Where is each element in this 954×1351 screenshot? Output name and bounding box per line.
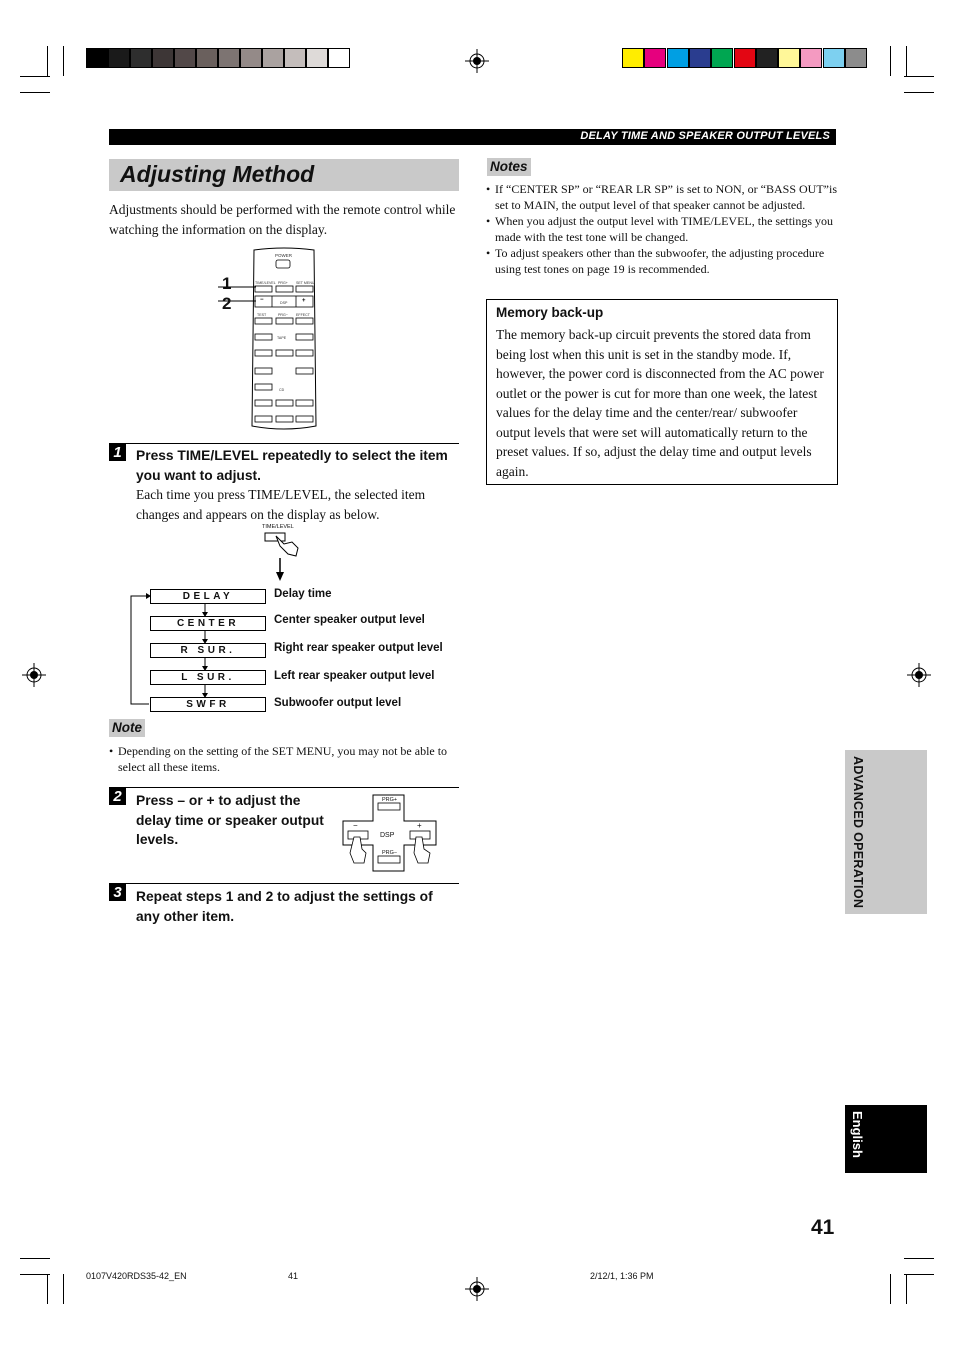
color-swatch <box>734 48 756 68</box>
notes-list <box>486 181 838 277</box>
pad-minus-label: − <box>353 821 358 830</box>
color-swatch <box>644 48 666 68</box>
label-center: Center speaker output level <box>274 614 425 626</box>
step-1-rule <box>109 443 459 444</box>
registration-mark-right <box>907 663 931 687</box>
step-2-rule <box>109 787 459 788</box>
page-title: Adjusting Method <box>120 161 315 187</box>
time-level-label: TIME/LEVEL <box>262 524 294 530</box>
section-header-text: DELAY TIME AND SPEAKER OUTPUT LEVELS <box>580 130 830 142</box>
gray-swatch <box>152 48 174 68</box>
gray-swatch <box>218 48 240 68</box>
svg-text:PRG−: PRG− <box>278 313 288 317</box>
note-heading: Note <box>109 719 145 737</box>
gray-swatch <box>196 48 218 68</box>
display-delay: DELAY <box>150 589 266 604</box>
page-title-box <box>109 159 459 191</box>
registration-mark-top <box>465 49 489 73</box>
footer-left: 0107V420RDS35-42_EN <box>86 1271 187 1281</box>
section-header-bar <box>109 129 836 145</box>
color-swatch <box>689 48 711 68</box>
callout-1: 1 <box>222 274 232 293</box>
registration-mark-bottom <box>465 1277 489 1301</box>
display-l-sur: L SUR. <box>150 670 266 685</box>
pad-prg-up-label: PRG+ <box>382 797 398 803</box>
display-swfr: SWFR <box>150 697 266 712</box>
gray-swatch <box>328 48 350 68</box>
svg-text:TIME/LEVEL: TIME/LEVEL <box>255 281 276 285</box>
gray-swatch <box>174 48 196 68</box>
label-r-sur: Right rear speaker output level <box>274 642 443 654</box>
note-item: • Depending on the setting of the SET MENU, you may not be able to select all these items. <box>109 743 461 775</box>
svg-text:SET MENU: SET MENU <box>296 281 315 285</box>
svg-text:TEST: TEST <box>257 313 267 317</box>
footer-right: 2/12/1, 1:36 PM <box>590 1271 654 1281</box>
label-l-sur: Left rear speaker output level <box>274 670 435 682</box>
gray-swatch <box>262 48 284 68</box>
pad-plus-label: + <box>417 821 422 830</box>
callout-2: 2 <box>222 294 232 313</box>
notes-item-3: • To adjust speakers other than the subwoofer, the adjusting procedure using test tones on page 19 is recommended. <box>486 245 838 277</box>
notes-item-2: • When you adjust the output level with TIME/LEVEL, the settings you made with the test tone will be changed. <box>486 213 838 245</box>
color-swatch <box>711 48 733 68</box>
step-2-title: Press – or + to adjust the delay time or speaker output levels. <box>136 793 324 847</box>
color-swatch <box>823 48 845 68</box>
step-3-title: Repeat steps 1 and 2 to adjust the settings of any other item. <box>136 889 433 924</box>
step-3-number: 3 <box>109 884 126 901</box>
notes-item-1: • If “CENTER SP” or “REAR LR SP” is set to NON, or “BASS OUT”is set to MAIN, the output level of that speaker cannot be adjusted. <box>486 181 838 213</box>
memory-backup-box <box>486 299 838 485</box>
remote-control-illustration <box>218 246 322 432</box>
language-tab-label: English <box>850 1111 865 1158</box>
step-1-body: Each time you press TIME/LEVEL, the selected item changes and appears on the display as below. <box>136 487 426 522</box>
step-1-title: Press TIME/LEVEL repeatedly to select the item you want to adjust. <box>136 448 448 483</box>
time-level-press-illustration <box>258 524 308 584</box>
display-r-sur: R SUR. <box>150 643 266 658</box>
color-swatch <box>778 48 800 68</box>
step-3-rule <box>109 883 459 884</box>
gray-swatch <box>284 48 306 68</box>
svg-text:DSP: DSP <box>280 301 288 305</box>
side-tab-label: ADVANCED OPERATION <box>851 756 865 909</box>
gray-swatch <box>240 48 262 68</box>
color-swatch <box>800 48 822 68</box>
color-swatch <box>845 48 867 68</box>
gray-swatch <box>86 48 108 68</box>
svg-text:TAPE: TAPE <box>277 336 287 340</box>
color-swatch <box>756 48 778 68</box>
memory-backup-text: The memory back-up circuit prevents the stored data from being lost when this unit is set in the standby mode. If, however, the power cord is disconnected from the AC power outlet or the power is cut for more than one week, the latest values for the delay time and the center/rear/ subwoofer output levels that were set will automatically return to the preset values. If so, adjust the delay time and output levels again. <box>496 327 824 479</box>
registration-mark-left <box>22 663 46 687</box>
section-side-tab <box>845 750 927 914</box>
color-swatch <box>622 48 644 68</box>
notes-heading: Notes <box>487 158 531 176</box>
svg-text:−: − <box>260 297 264 303</box>
gray-swatch <box>306 48 328 68</box>
gray-swatch <box>130 48 152 68</box>
gray-swatch <box>108 48 130 68</box>
pad-dsp-label: DSP <box>380 832 395 839</box>
note-text <box>109 743 461 775</box>
display-center: CENTER <box>150 616 266 631</box>
step-2-number: 2 <box>109 788 126 805</box>
svg-text:PRG+: PRG+ <box>278 281 288 285</box>
dsp-pad-illustration <box>340 793 440 873</box>
page-number: 41 <box>811 1216 835 1239</box>
svg-text:EFFECT: EFFECT <box>296 313 310 317</box>
memory-backup-heading: Memory back-up <box>496 305 604 320</box>
intro-paragraph: Adjustments should be performed with the remote control while watching the information on the display. <box>109 202 456 237</box>
color-swatch <box>667 48 689 68</box>
footer-center: 41 <box>288 1271 299 1281</box>
svg-text:POWER: POWER <box>275 253 293 258</box>
svg-text:+: + <box>302 298 306 304</box>
step-1-number: 1 <box>109 444 126 461</box>
pad-prg-down-label: PRG− <box>382 850 398 856</box>
label-delay: Delay time <box>274 588 332 600</box>
svg-text:CD: CD <box>279 388 285 392</box>
language-tab <box>845 1105 927 1173</box>
label-swfr: Subwoofer output level <box>274 697 402 709</box>
